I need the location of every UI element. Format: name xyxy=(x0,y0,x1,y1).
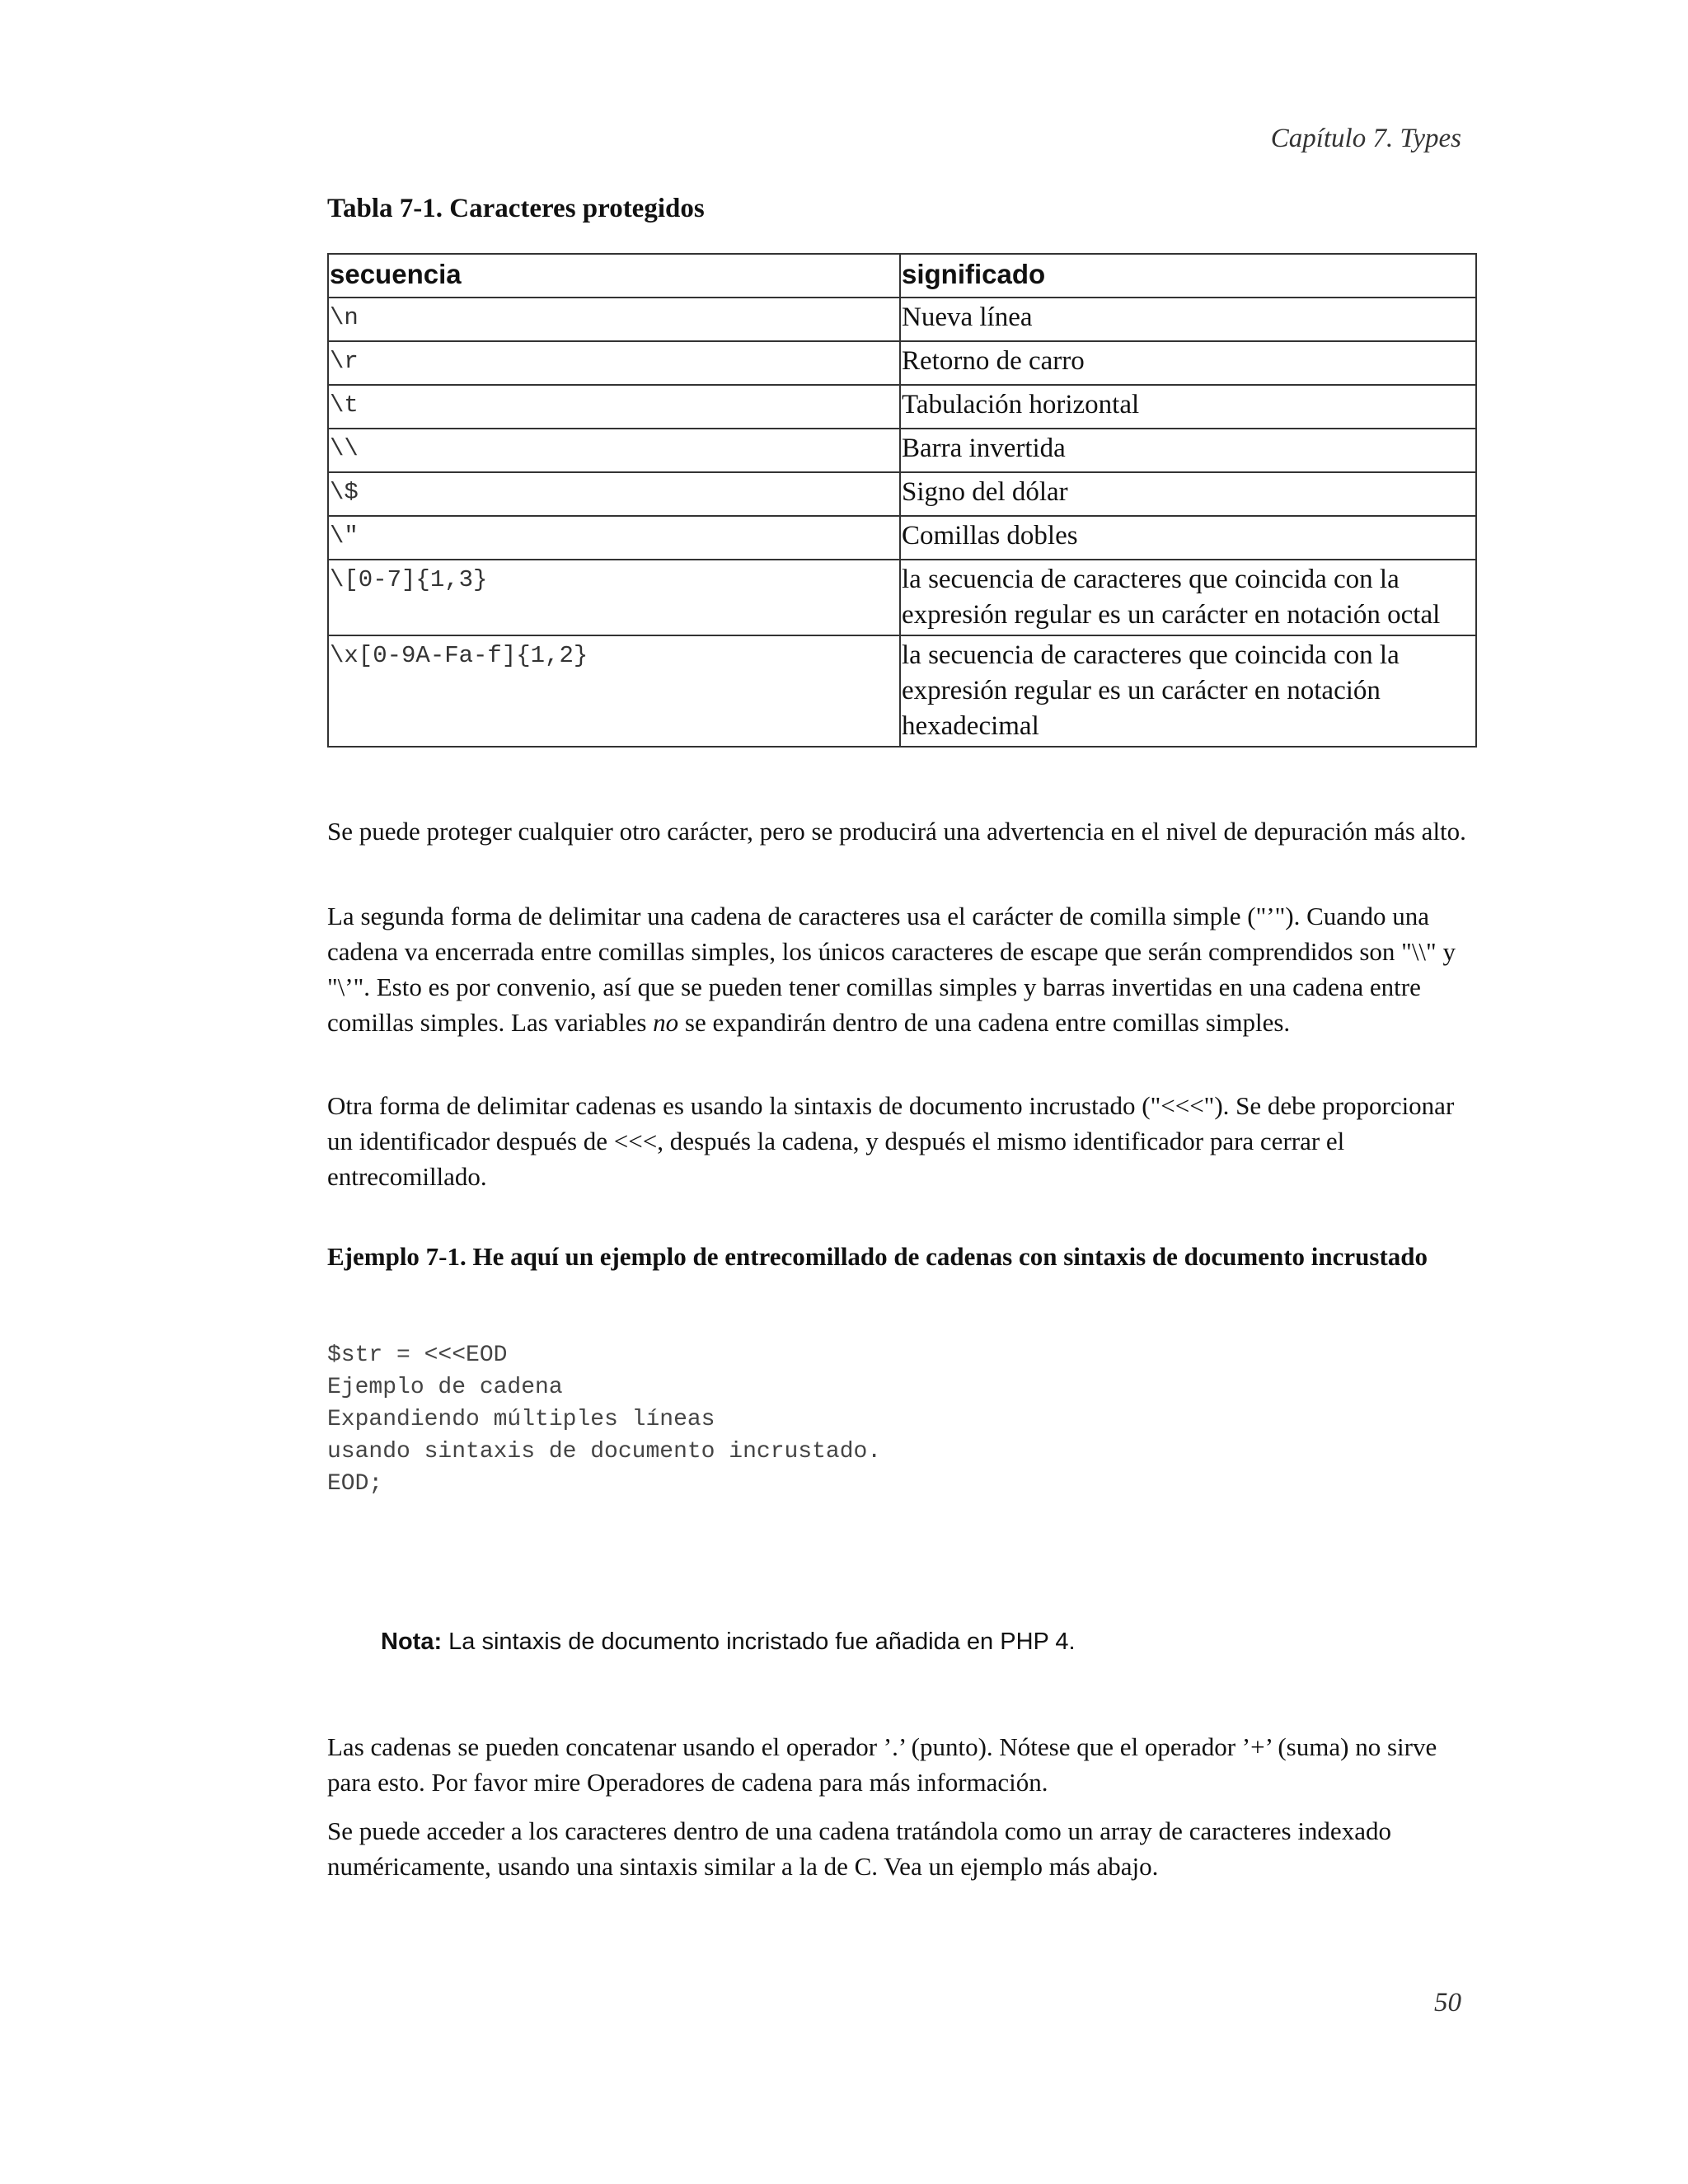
table-row xyxy=(328,516,1476,560)
table-row xyxy=(328,472,1476,516)
meaning-cell: Nueva línea xyxy=(900,298,1476,341)
note-text: La sintaxis de documento incristado fue añadida en PHP 4. xyxy=(442,1629,1076,1655)
table-row xyxy=(328,341,1476,385)
meaning-cell: Signo del dólar xyxy=(900,472,1476,516)
sequence-cell: \r xyxy=(328,341,900,385)
sequence-cell: \n xyxy=(328,298,900,341)
sequence-cell: \$ xyxy=(328,472,900,516)
sequence-cell: \x[0-9A-Fa-f]{1,2} xyxy=(328,635,900,747)
example-title: Ejemplo 7-1. He aquí un ejemplo de entrecomillado de cadenas con sintaxis de documento incrustado xyxy=(327,1242,1428,1271)
meaning-cell: Barra invertida xyxy=(900,429,1476,472)
paragraph-escape-warning: Se puede proteger cualquier otro carácter, pero se producirá una advertencia en el nivel de depuración más alto. xyxy=(327,817,1466,846)
table-row xyxy=(328,429,1476,472)
running-header: Capítulo 7. Types xyxy=(1270,124,1461,153)
meaning-cell: Retorno de carro xyxy=(900,341,1476,385)
code-line: usando sintaxis de documento incrustado. xyxy=(327,1439,882,1465)
meaning-cell: la secuencia de caracteres que coincida con la expresión regular es un carácter en notación hexadecimal xyxy=(900,635,1476,747)
paragraph-single-quotes-part-2: se expandirán dentro de una cadena entre comillas simples. xyxy=(678,1008,1291,1037)
table-row xyxy=(328,635,1476,747)
code-block xyxy=(327,1339,881,1500)
paragraph-character-access: Se puede acceder a los caracteres dentro de una cadena tratándola como un array de caracteres indexado numéricamente, usando una sintaxis similar a la de C. Vea un ejemplo más abajo. xyxy=(327,1816,1391,1881)
paragraph-single-quotes-part-1: La segunda forma de delimitar una cadena de caracteres usa el carácter de comilla simple ("’"). Cuando una cadena va encerrada entre comillas simples, los únicos caracteres de escape que serán comprendidos son "\\" y "\’". Esto es por convenio, así que se pueden tener comillas simples y barras invertidas en una cadena entre comillas simples. Las variables xyxy=(327,902,1456,1037)
column-header-sequence: secuencia xyxy=(328,254,900,298)
code-line: Ejemplo de cadena xyxy=(327,1375,563,1400)
code-line: Expandiendo múltiples líneas xyxy=(327,1407,715,1432)
paragraph-single-quotes xyxy=(327,898,1481,1040)
meaning-cell: Comillas dobles xyxy=(900,516,1476,560)
escape-sequences-table xyxy=(327,253,1477,748)
code-line: EOD; xyxy=(327,1471,383,1497)
note xyxy=(381,1625,1076,1658)
table-title: Tabla 7-1. Caracteres protegidos xyxy=(327,194,705,223)
sequence-cell: \[0-7]{1,3} xyxy=(328,560,900,635)
paragraph-concatenation: Las cadenas se pueden concatenar usando el operador ’.’ (punto). Nótese que el operador ’+’ (suma) no sirve para esto. Por favor mire Operadores de cadena para más información. xyxy=(327,1732,1437,1797)
sequence-cell: \" xyxy=(328,516,900,560)
sequence-cell: \t xyxy=(328,385,900,429)
emphasis-no: no xyxy=(653,1008,679,1037)
table-row xyxy=(328,385,1476,429)
page-number: 50 xyxy=(1434,1988,1461,2018)
meaning-cell: la secuencia de caracteres que coincida con la expresión regular es un carácter en notación octal xyxy=(900,560,1476,635)
table-header-row xyxy=(328,254,1476,298)
code-line: $str = <<<EOD xyxy=(327,1343,508,1368)
table-row xyxy=(328,560,1476,635)
note-label: Nota: xyxy=(381,1629,443,1655)
table-row xyxy=(328,298,1476,341)
meaning-cell: Tabulación horizontal xyxy=(900,385,1476,429)
sequence-cell: \\ xyxy=(328,429,900,472)
column-header-meaning: significado xyxy=(900,254,1476,298)
paragraph-heredoc: Otra forma de delimitar cadenas es usando la sintaxis de documento incrustado ("<<<"). Se debe proporcionar un identificador después de <<<, después la cadena, y después el mismo identificador para cerrar el entrecomillado. xyxy=(327,1091,1455,1191)
